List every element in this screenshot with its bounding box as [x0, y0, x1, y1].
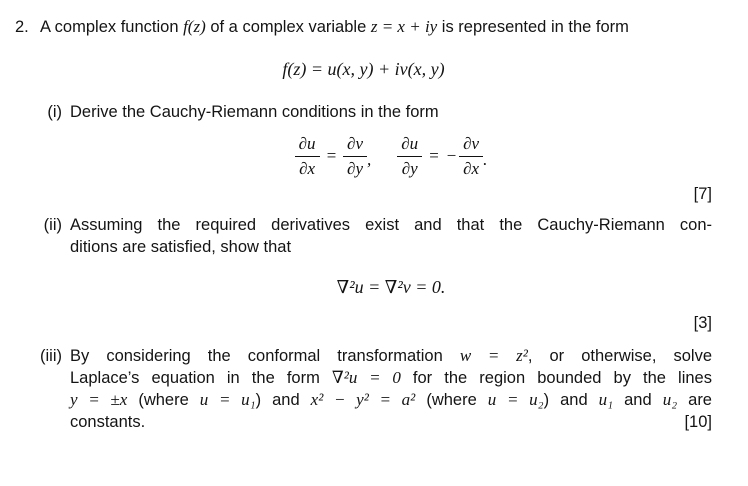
- math-u1: u₁: [598, 390, 614, 410]
- item-iii: [15, 345, 712, 433]
- intro-text-1: A complex function: [40, 18, 184, 36]
- equals-sign-1: =: [325, 145, 338, 165]
- item-ii-content: [70, 214, 712, 334]
- question-intro-text: [40, 16, 629, 38]
- fraction-dv-dy: $\frac{\partial v}{\partial y}$: [343, 133, 367, 178]
- item-ii-line-2: ditions are satisfied, show that: [70, 238, 292, 257]
- intro-math-f-of-z: f(z): [183, 17, 206, 36]
- equation-f-definition-text: f(z) = u(x, y) + iv(x, y): [282, 59, 445, 79]
- math-u-equals-u2: u = u₂: [487, 390, 544, 410]
- fraction-du-dy: $\frac{\partial u}{\partial y}$: [397, 133, 422, 178]
- item-ii: [15, 214, 712, 334]
- comma-separator: ,: [367, 149, 372, 169]
- math-laplacian-u-zero: ∇²u = 0: [331, 368, 401, 388]
- question-number: 2.: [15, 18, 29, 36]
- fraction-du-dx: $\frac{\partial u}{\partial x}$: [295, 133, 320, 178]
- math-u-equals-u1: u = u₁: [199, 390, 256, 410]
- intro-text-2: of a complex variable: [205, 18, 371, 36]
- item-ii-label: (ii): [43, 216, 62, 235]
- math-y-plusminus-x: y = ±x: [70, 390, 128, 410]
- equation-laplacian: [70, 275, 712, 300]
- item-ii-line-1: Assuming the required derivatives exist and that the Cauchy-Riemann con-: [70, 216, 712, 235]
- intro-text-3: is represented in the form: [437, 18, 629, 36]
- item-iii-marks: [10]: [684, 413, 712, 432]
- cauchy-riemann-equations: [70, 133, 712, 178]
- equation-f-definition: [15, 57, 712, 82]
- item-i-marks: [7]: [693, 185, 712, 204]
- item-i-text: Derive the Cauchy-Riemann conditions in the form: [70, 103, 439, 121]
- item-iii-label: (iii): [40, 347, 62, 366]
- math-w-equals-z-squared: w = z²: [459, 346, 528, 366]
- equation-laplacian-text: ∇²u = ∇²v = 0.: [336, 277, 446, 298]
- item-i-label: (i): [47, 103, 62, 121]
- item-iii-line-4-row: [70, 411, 712, 433]
- period-terminator: .: [483, 149, 488, 169]
- item-iii-line-3: y = ±x (where u = u₁) and x² − y² = a² (where u = u₂) and u₁ and u₂ are: [70, 390, 712, 410]
- equals-sign-2: =: [428, 145, 440, 165]
- intro-math-z-equals-x-plus-iy: z = x + iy: [370, 17, 438, 36]
- item-iii-line-2: Laplace’s equation in the form ∇²u = 0 for the region bounded by the lines: [70, 368, 712, 388]
- fraction-dv-dx: $\frac{\partial v}{\partial x}$: [459, 133, 483, 178]
- item-iii-line-1: By considering the conformal transformation w = z², or otherwise, solve: [70, 346, 713, 366]
- item-ii-marks: [3]: [693, 314, 712, 333]
- math-x2-minus-y2-a2: x² − y² = a²: [310, 390, 416, 410]
- minus-sign: −: [445, 145, 458, 165]
- math-u2: u₂: [662, 390, 678, 410]
- item-i: [15, 101, 712, 205]
- item-iii-line-4: constants.: [70, 413, 146, 432]
- question-intro: [15, 16, 712, 38]
- item-iii-content: [70, 345, 712, 433]
- item-i-content: [70, 101, 712, 205]
